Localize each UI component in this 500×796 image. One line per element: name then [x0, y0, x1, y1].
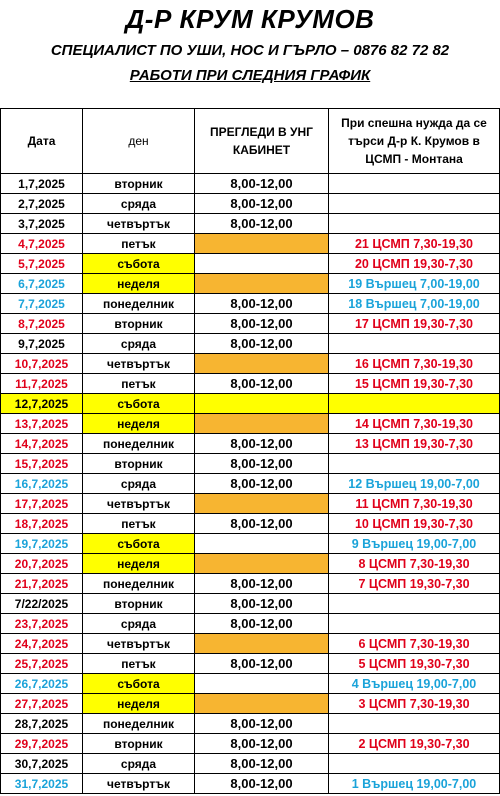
- table-row: [1, 734, 500, 754]
- row-day: петък: [83, 654, 195, 674]
- row-day: понеделник: [83, 434, 195, 454]
- row-day: петък: [83, 514, 195, 534]
- table-row: [1, 654, 500, 674]
- row-date: 20,7,2025: [1, 554, 83, 574]
- row-day: четвъртък: [83, 634, 195, 654]
- row-day: понеделник: [83, 574, 195, 594]
- row-day: събота: [83, 534, 195, 554]
- row-emergency-duty: 6 ЦСМП 7,30-19,30: [329, 634, 500, 654]
- row-exam-hours: 8,00-12,00: [195, 574, 329, 594]
- row-day: неделя: [83, 694, 195, 714]
- table-row: [1, 614, 500, 634]
- specialty-phone-subtitle: СПЕЦИАЛИСТ ПО УШИ, НОС И ГЪРЛО – 0876 82 72 82: [50, 42, 450, 59]
- row-emergency-duty: 1 Вършец 19,00-7,00: [329, 774, 500, 794]
- row-exam-hours: 8,00-12,00: [195, 434, 329, 454]
- row-day: неделя: [83, 274, 195, 294]
- table-row: [1, 774, 500, 794]
- row-day: сряда: [83, 334, 195, 354]
- row-emergency-duty: [329, 394, 500, 414]
- row-exam-hours: 8,00-12,00: [195, 174, 329, 194]
- row-day: вторник: [83, 594, 195, 614]
- table-row: [1, 234, 500, 254]
- doctor-name-title: Д-Р КРУМ КРУМОВ: [125, 4, 375, 34]
- row-date: 4,7,2025: [1, 234, 83, 254]
- row-emergency-duty: 19 Вършец 7,00-19,00: [329, 274, 500, 294]
- row-date: 5,7,2025: [1, 254, 83, 274]
- table-row: [1, 434, 500, 454]
- row-emergency-duty: 2 ЦСМП 19,30-7,30: [329, 734, 500, 754]
- row-emergency-duty: 12 Вършец 19,00-7,00: [329, 474, 500, 494]
- table-row: [1, 594, 500, 614]
- table-row: [1, 494, 500, 514]
- row-date: 10,7,2025: [1, 354, 83, 374]
- table-row: [1, 754, 500, 774]
- row-date: 8,7,2025: [1, 314, 83, 334]
- row-day: събота: [83, 674, 195, 694]
- table-row: [1, 354, 500, 374]
- row-exam-hours: 8,00-12,00: [195, 734, 329, 754]
- row-date: 7/22/2025: [1, 594, 83, 614]
- row-exam-hours: [195, 534, 329, 554]
- row-emergency-duty: [329, 454, 500, 474]
- row-date: 16,7,2025: [1, 474, 83, 494]
- row-day: четвъртък: [83, 354, 195, 374]
- row-day: понеделник: [83, 294, 195, 314]
- row-date: 14,7,2025: [1, 434, 83, 454]
- row-date: 13,7,2025: [1, 414, 83, 434]
- row-date: 26,7,2025: [1, 674, 83, 694]
- row-exam-hours: 8,00-12,00: [195, 614, 329, 634]
- row-date: 21,7,2025: [1, 574, 83, 594]
- row-emergency-duty: 9 Вършец 19,00-7,00: [329, 534, 500, 554]
- row-exam-hours: [195, 674, 329, 694]
- row-exam-hours: 8,00-12,00: [195, 714, 329, 734]
- schedule-rows: [1, 174, 500, 794]
- table-row: [1, 394, 500, 414]
- row-date: 15,7,2025: [1, 454, 83, 474]
- table-row: [1, 534, 500, 554]
- row-emergency-duty: [329, 194, 500, 214]
- row-emergency-duty: 4 Вършец 19,00-7,00: [329, 674, 500, 694]
- table-row: [1, 414, 500, 434]
- row-day: четвъртък: [83, 774, 195, 794]
- schedule-table: [0, 108, 500, 794]
- row-exam-hours: 8,00-12,00: [195, 474, 329, 494]
- row-exam-hours: [195, 634, 329, 654]
- column-header-exams: ПРЕГЛЕДИ В УНГ КАБИНЕТ: [195, 109, 329, 174]
- row-date: 1,7,2025: [1, 174, 83, 194]
- row-exam-hours: [195, 494, 329, 514]
- row-emergency-duty: [329, 614, 500, 634]
- row-emergency-duty: 3 ЦСМП 7,30-19,30: [329, 694, 500, 714]
- table-row: [1, 554, 500, 574]
- row-emergency-duty: 11 ЦСМП 7,30-19,30: [329, 494, 500, 514]
- row-emergency-duty: 17 ЦСМП 19,30-7,30: [329, 314, 500, 334]
- row-date: 29,7,2025: [1, 734, 83, 754]
- row-day: петък: [83, 234, 195, 254]
- row-exam-hours: 8,00-12,00: [195, 774, 329, 794]
- table-row: [1, 474, 500, 494]
- row-exam-hours: 8,00-12,00: [195, 514, 329, 534]
- row-date: 19,7,2025: [1, 534, 83, 554]
- row-emergency-duty: [329, 174, 500, 194]
- row-day: събота: [83, 254, 195, 274]
- row-emergency-duty: 10 ЦСМП 19,30-7,30: [329, 514, 500, 534]
- row-exam-hours: [195, 554, 329, 574]
- table-row: [1, 294, 500, 314]
- table-row: [1, 334, 500, 354]
- row-date: 24,7,2025: [1, 634, 83, 654]
- table-row: [1, 714, 500, 734]
- row-exam-hours: [195, 354, 329, 374]
- column-header-day: ден: [83, 109, 195, 174]
- table-row: [1, 174, 500, 194]
- row-emergency-duty: [329, 334, 500, 354]
- row-exam-hours: [195, 394, 329, 414]
- table-row: [1, 634, 500, 654]
- table-row: [1, 454, 500, 474]
- row-exam-hours: [195, 254, 329, 274]
- row-date: 7,7,2025: [1, 294, 83, 314]
- row-day: вторник: [83, 734, 195, 754]
- row-date: 9,7,2025: [1, 334, 83, 354]
- row-day: вторник: [83, 174, 195, 194]
- table-row: [1, 374, 500, 394]
- table-row: [1, 214, 500, 234]
- schedule-heading: РАБОТИ ПРИ СЛЕДНИЯ ГРАФИК: [129, 67, 371, 84]
- row-date: 6,7,2025: [1, 274, 83, 294]
- row-emergency-duty: 14 ЦСМП 7,30-19,30: [329, 414, 500, 434]
- row-date: 2,7,2025: [1, 194, 83, 214]
- row-exam-hours: [195, 234, 329, 254]
- row-emergency-duty: [329, 594, 500, 614]
- row-exam-hours: [195, 274, 329, 294]
- row-date: 27,7,2025: [1, 694, 83, 714]
- row-exam-hours: [195, 694, 329, 714]
- row-emergency-duty: 15 ЦСМП 19,30-7,30: [329, 374, 500, 394]
- column-header-date: Дата: [1, 109, 83, 174]
- row-emergency-duty: [329, 214, 500, 234]
- table-row: [1, 274, 500, 294]
- row-day: вторник: [83, 454, 195, 474]
- row-exam-hours: 8,00-12,00: [195, 294, 329, 314]
- row-day: неделя: [83, 554, 195, 574]
- row-date: 17,7,2025: [1, 494, 83, 514]
- row-exam-hours: 8,00-12,00: [195, 314, 329, 334]
- row-date: 28,7,2025: [1, 714, 83, 734]
- row-day: сряда: [83, 194, 195, 214]
- row-day: четвъртък: [83, 494, 195, 514]
- row-exam-hours: 8,00-12,00: [195, 754, 329, 774]
- table-row: [1, 314, 500, 334]
- row-day: сряда: [83, 614, 195, 634]
- column-header-emergency: При спешна нужда да се търси Д-р К. Крумов в ЦСМП - Монтана: [329, 109, 500, 174]
- row-date: 18,7,2025: [1, 514, 83, 534]
- table-row: [1, 674, 500, 694]
- row-date: 11,7,2025: [1, 374, 83, 394]
- row-day: петък: [83, 374, 195, 394]
- row-date: 23,7,2025: [1, 614, 83, 634]
- row-emergency-duty: 8 ЦСМП 7,30-19,30: [329, 554, 500, 574]
- row-day: четвъртък: [83, 214, 195, 234]
- row-date: 12,7,2025: [1, 394, 83, 414]
- row-emergency-duty: 5 ЦСМП 19,30-7,30: [329, 654, 500, 674]
- row-date: 31,7,2025: [1, 774, 83, 794]
- table-row: [1, 574, 500, 594]
- table-row: [1, 514, 500, 534]
- row-emergency-duty: 16 ЦСМП 7,30-19,30: [329, 354, 500, 374]
- row-exam-hours: 8,00-12,00: [195, 594, 329, 614]
- row-day: сряда: [83, 754, 195, 774]
- table-header-row: [1, 109, 500, 174]
- row-exam-hours: 8,00-12,00: [195, 654, 329, 674]
- row-day: вторник: [83, 314, 195, 334]
- row-date: 25,7,2025: [1, 654, 83, 674]
- row-emergency-duty: [329, 754, 500, 774]
- row-exam-hours: [195, 414, 329, 434]
- row-date: 30,7,2025: [1, 754, 83, 774]
- row-day: събота: [83, 394, 195, 414]
- row-exam-hours: 8,00-12,00: [195, 194, 329, 214]
- row-exam-hours: 8,00-12,00: [195, 374, 329, 394]
- row-exam-hours: 8,00-12,00: [195, 334, 329, 354]
- row-date: 3,7,2025: [1, 214, 83, 234]
- table-row: [1, 694, 500, 714]
- row-emergency-duty: [329, 714, 500, 734]
- row-emergency-duty: 7 ЦСМП 19,30-7,30: [329, 574, 500, 594]
- row-exam-hours: 8,00-12,00: [195, 214, 329, 234]
- row-emergency-duty: 20 ЦСМП 19,30-7,30: [329, 254, 500, 274]
- row-emergency-duty: 21 ЦСМП 7,30-19,30: [329, 234, 500, 254]
- row-exam-hours: 8,00-12,00: [195, 454, 329, 474]
- table-row: [1, 194, 500, 214]
- row-day: понеделник: [83, 714, 195, 734]
- row-day: неделя: [83, 414, 195, 434]
- table-row: [1, 254, 500, 274]
- row-emergency-duty: 18 Вършец 7,00-19,00: [329, 294, 500, 314]
- row-emergency-duty: 13 ЦСМП 19,30-7,30: [329, 434, 500, 454]
- row-day: сряда: [83, 474, 195, 494]
